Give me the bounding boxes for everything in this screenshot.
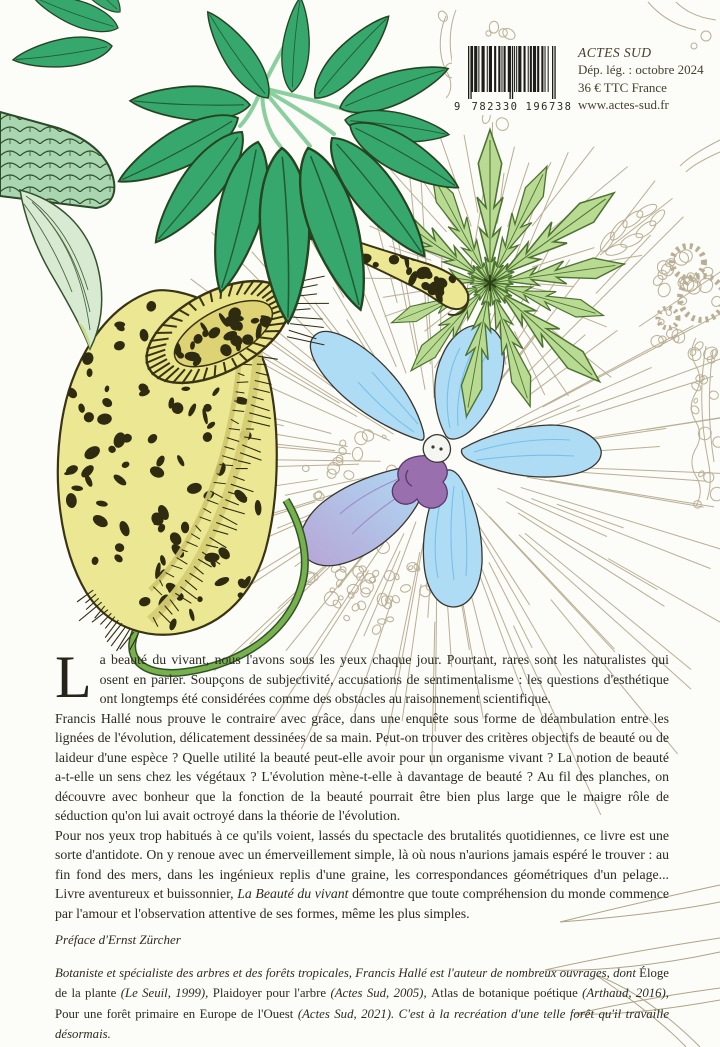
barcode-digits	[454, 101, 576, 113]
publisher-website: www.actes-sud.fr	[578, 97, 669, 113]
publisher-name: ACTES SUD	[578, 45, 652, 60]
edge-curve	[680, 140, 720, 172]
blurb-paragraph-2: Francis Hallé nous prouve le contraire avec grâce, dans une enquête sous forme de déambulation entre les lignées de l'évolution, délicatement dessinées de sa main. Peut-on trouver des critères objectifs de beauté ou de laideur d'une espèce ? Quelle utilité la beauté peut-elle avoir pour un organisme vivant ? La notion de beauté a-t-elle un sens chez les végétaux ? L'évolution mène-t-elle à davantage de beauté ? Au fil des planches, on découvre avec bonheur que la fonction de la beauté pourrait être bien plus large que le maigre rôle de séduction qu'on lui avait octroyé dans la théorie de l'évolution.	[55, 710, 669, 823]
lace-curve	[440, 16, 451, 98]
price: 36 € TTC France	[578, 79, 667, 95]
barcode-block	[452, 42, 578, 115]
orchid-lip	[392, 456, 447, 508]
pandanus-trunk-illustration	[0, 112, 114, 349]
drop-cap: L	[55, 644, 92, 710]
barcode-lead-digit: 9	[454, 101, 461, 113]
barcode	[468, 46, 570, 100]
barcode-left-digits: 782330	[471, 101, 519, 113]
author-bio: Botaniste et spécialiste des arbres et des forêts tropicales, Francis Hallé est l'auteur de nombreux ouvrages, dont Éloge de la plante (Le Seuil, 1999), Plaidoyer pour l'arbre (Actes Sud, 2005), Atlas de botanique poétique (Arthaud, 2016), Pour une forêt primaire en Europe de l'Ouest (Actes Sud, 2021). C'est à la recréation d'une telle forêt qu'il travaille désormais.	[55, 965, 669, 1041]
blue-orchid-illustration	[300, 325, 601, 607]
barcode-right-digits: 196738	[525, 101, 573, 113]
blurb-paragraph-1-text: a beauté du vivant, nous l'avons sous les yeux chaque jour. Pourtant, rares sont les naturalistes qui osent en parler. Soupçons de subjectivité, accusations de sentimentalisme : les questions d'esthétique ont longtemps été considérées comme des obstacles au raisonnement scientifique.	[99, 652, 669, 706]
blurb-paragraph-3: Pour nos yeux trop habitués à ce qu'ils voient, lassés du spectacle des brutalités quotidiennes, ce livre est une sorte d'antidote. On y renoue avec un émerveillement simple, là où nous n'aurions jamais espéré le trouver : au fin fond des mers, dans les ingénieux replis d'une graine, les correspondances géométriques d'un pelage... Livre aventureux et buissonnier, La Beauté du vivant démontre que toute compréhension du monde commence par l'amour et l'observation attentive de ses formes, même les plus simples.	[55, 827, 669, 921]
back-cover-text	[55, 644, 669, 1045]
publisher-block	[578, 44, 718, 114]
orchid-column	[423, 435, 450, 463]
orchid-petals	[300, 325, 601, 607]
legal-deposit: Dép. lég. : octobre 2024	[578, 62, 704, 78]
preface-note: Préface d'Ernst Zürcher	[55, 932, 181, 947]
blurb-paragraph-1	[55, 644, 669, 710]
corner-curves	[648, 2, 716, 30]
